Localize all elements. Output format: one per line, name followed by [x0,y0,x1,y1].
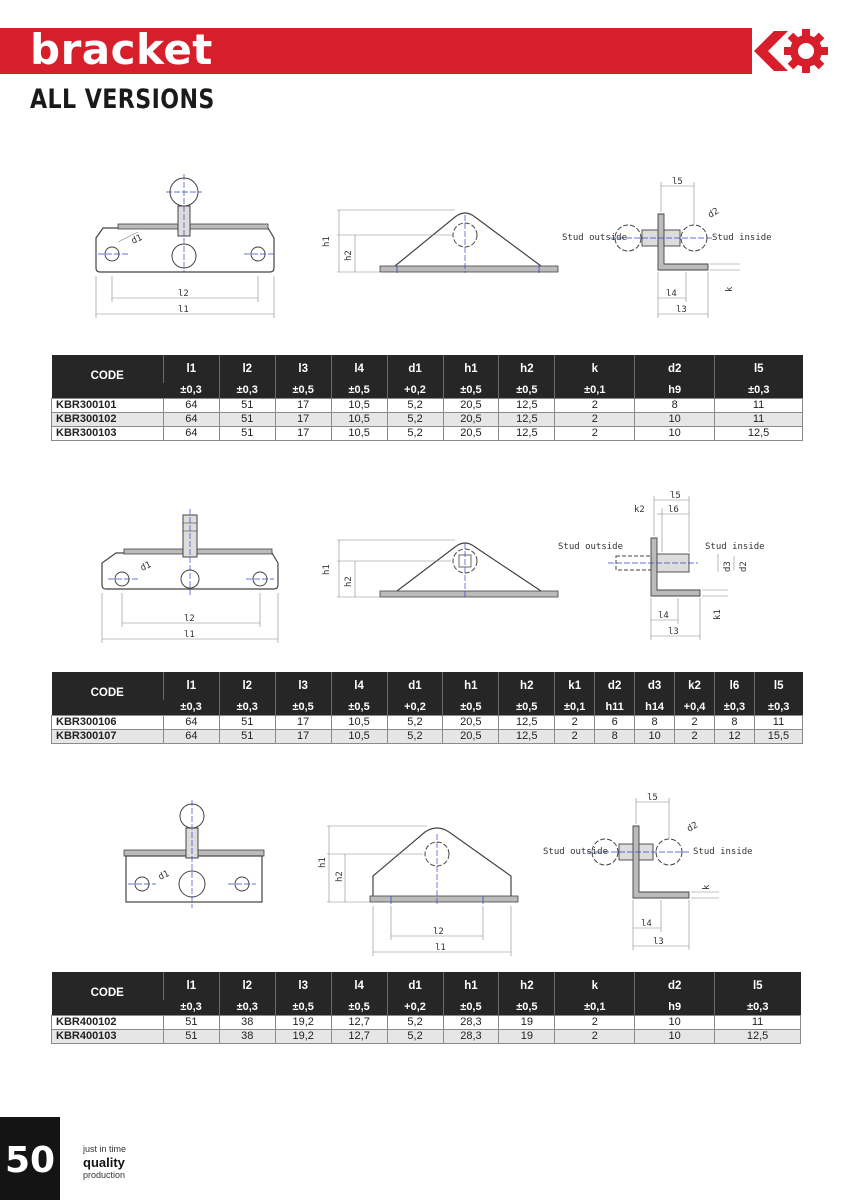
table-cell: 2 [555,1030,635,1044]
table-cell: 28,3 [443,1016,499,1030]
table-cell: 2 [675,716,715,730]
table-row [52,413,803,427]
label-k: k [702,884,712,890]
table-cell: 5,2 [387,716,443,730]
label-l5: l5 [672,177,683,187]
table-cell: 11 [754,716,802,730]
label-h1: h1 [322,236,332,247]
table-cell: 64 [163,716,219,730]
table-cell: 19,2 [275,1016,331,1030]
column-header: k [555,355,635,383]
column-header: l5 [754,672,802,700]
column-header: k2 [675,672,715,700]
table-cell: 5,2 [387,427,443,441]
label-l4: l4 [641,919,652,929]
table-cell: 10,5 [331,413,387,427]
tolerance-header: ±0,5 [443,383,499,399]
tolerance-header: ±0,5 [331,700,387,716]
table-cell: 38 [219,1016,275,1030]
table-cell: 2 [555,730,595,744]
product-code: KBR400102 [52,1016,164,1030]
table-row [52,399,803,413]
table-cell: 51 [163,1030,219,1044]
tolerance-header: ±0,5 [499,383,555,399]
column-header: l1 [163,355,219,383]
table-cell: 6 [595,716,635,730]
column-header: h2 [499,672,555,700]
table-cell: 20,5 [443,716,499,730]
tolerance-header: +0,2 [387,1000,443,1016]
table-cell: 10,5 [331,399,387,413]
tolerance-header: ±0,3 [163,1000,219,1016]
front-view-drawing-3 [120,800,270,910]
label-h2: h2 [344,250,354,261]
tolerance-header: ±0,1 [555,383,635,399]
label-l2: l2 [178,289,189,299]
table-cell: 64 [163,399,219,413]
product-code: KBR300106 [52,716,164,730]
tolerance-header: ±0,3 [219,1000,275,1016]
label-k2: k2 [634,505,645,515]
label-l1: l1 [178,305,189,315]
side-view-drawing-3 [315,820,525,960]
table-cell: 10 [635,427,715,441]
tolerance-header: h9 [635,1000,715,1016]
page-title: bracket [30,25,213,74]
table-cell: 51 [219,427,275,441]
label-stud-inside: Stud inside [693,847,753,857]
label-l2: l2 [184,614,195,624]
column-header: l4 [331,355,387,383]
table-cell: 5,2 [387,399,443,413]
table-cell: 2 [555,1016,635,1030]
tolerance-header: ±0,5 [443,700,499,716]
table-cell: 17 [275,730,331,744]
label-l4: l4 [666,289,677,299]
label-l5: l5 [670,491,681,501]
label-stud-outside: Stud outside [543,847,609,857]
tolerance-header: ±0,3 [163,700,219,716]
column-header: l1 [163,672,219,700]
spec-table-3 [51,972,801,1044]
table-cell: 64 [163,413,219,427]
table-cell: 8 [595,730,635,744]
tolerance-header: ±0,3 [219,700,275,716]
spec-table-2 [51,672,803,744]
table-cell: 2 [555,716,595,730]
table-cell: 38 [219,1030,275,1044]
product-code: KBR400103 [52,1030,164,1044]
table-cell: 51 [219,716,275,730]
column-header-code: CODE [52,972,164,1016]
label-d2: d2 [739,561,749,572]
tolerance-header: h14 [635,700,675,716]
label-l3: l3 [676,305,687,315]
table-row [52,1016,801,1030]
front-view-drawing-2 [98,505,288,645]
column-header: l3 [275,355,331,383]
table-cell: 10 [635,1030,715,1044]
column-header: l3 [275,672,331,700]
column-header: d2 [635,972,715,1000]
table-cell: 51 [219,399,275,413]
label-l3: l3 [653,937,664,947]
table-cell: 17 [275,716,331,730]
table-row [52,716,803,730]
column-header: h1 [443,355,499,383]
tolerance-header: ±0,3 [163,383,219,399]
column-header: h2 [499,972,555,1000]
label-k: k [725,286,735,292]
column-header-code: CODE [52,672,164,716]
tolerance-header: ±0,3 [715,383,803,399]
page-subtitle: ALL VERSIONS [30,84,215,115]
column-header: l1 [163,972,219,1000]
stud-view-drawing-1 [560,172,780,322]
column-header: d1 [387,972,443,1000]
label-l4: l4 [658,611,669,621]
table-cell: 10 [635,1016,715,1030]
table-cell: 2 [675,730,715,744]
table-cell: 20,5 [443,399,499,413]
table-cell: 20,5 [443,427,499,441]
page-number: 50 [4,1140,56,1181]
tagline-line-3: production [83,1170,126,1180]
product-code: KBR300103 [52,427,164,441]
table-cell: 2 [555,399,635,413]
tagline-line-1: just in time [83,1144,127,1154]
column-header: k1 [555,672,595,700]
table-cell: 11 [715,1016,801,1030]
table-cell: 8 [635,399,715,413]
label-d2: d2 [685,820,700,835]
tolerance-header: ±0,3 [219,383,275,399]
table-cell: 19 [499,1016,555,1030]
column-header: d1 [387,672,443,700]
table-cell: 2 [555,413,635,427]
column-header: l4 [331,972,387,1000]
tolerance-header: ±0,1 [555,700,595,716]
column-header: l3 [275,972,331,1000]
tolerance-header: ±0,5 [331,383,387,399]
column-header: l4 [331,672,387,700]
column-header: l6 [715,672,755,700]
table-cell: 12,5 [499,716,555,730]
table-cell: 51 [219,413,275,427]
table-cell: 15,5 [754,730,802,744]
table-cell: 17 [275,427,331,441]
table-cell: 5,2 [387,730,443,744]
tolerance-header: ±0,5 [499,1000,555,1016]
stud-view-drawing-3 [543,792,773,957]
table-cell: 19 [499,1030,555,1044]
column-header-code: CODE [52,355,164,399]
table-cell: 19,2 [275,1030,331,1044]
table-cell: 11 [715,413,803,427]
column-header: l5 [715,972,801,1000]
tolerance-header: ±0,5 [443,1000,499,1016]
label-l6: l6 [668,505,679,515]
label-k1: k1 [713,609,723,620]
table-cell: 8 [715,716,755,730]
table-cell: 20,5 [443,413,499,427]
tolerance-header: h9 [635,383,715,399]
label-l2: l2 [433,927,444,937]
label-stud-outside: Stud outside [562,233,628,243]
tolerance-header: ±0,3 [715,1000,801,1016]
table-cell: 5,2 [387,1016,443,1030]
table-cell: 17 [275,399,331,413]
column-header: h2 [499,355,555,383]
table-cell: 10 [635,413,715,427]
table-cell: 51 [219,730,275,744]
table-cell: 10,5 [331,427,387,441]
table-cell: 10 [635,730,675,744]
tolerance-header: ±0,5 [499,700,555,716]
table-cell: 64 [163,730,219,744]
label-h2: h2 [344,576,354,587]
table-cell: 11 [715,399,803,413]
label-d3: d3 [723,561,733,572]
tolerance-header: ±0,3 [754,700,802,716]
column-header: d1 [387,355,443,383]
label-d1: d1 [157,869,172,883]
table-cell: 12,5 [499,413,555,427]
column-header: l2 [219,355,275,383]
column-header: d3 [635,672,675,700]
product-code: KBR300101 [52,399,164,413]
column-header: d2 [595,672,635,700]
table-cell: 28,3 [443,1030,499,1044]
column-header: d2 [635,355,715,383]
table-cell: 12,5 [499,427,555,441]
label-stud-outside: Stud outside [558,542,624,552]
side-view-drawing-2 [315,535,565,605]
table-cell: 12,5 [715,427,803,441]
table-cell: 2 [555,427,635,441]
tolerance-header: h11 [595,700,635,716]
column-header: l2 [219,972,275,1000]
label-l3: l3 [668,627,679,637]
label-l1: l1 [184,630,195,640]
tolerance-header: +0,4 [675,700,715,716]
tolerance-header: ±0,3 [715,700,755,716]
table-cell: 51 [163,1016,219,1030]
table-row [52,1030,801,1044]
column-header: h1 [443,672,499,700]
tolerance-header: ±0,5 [331,1000,387,1016]
column-header: h1 [443,972,499,1000]
table-cell: 12,5 [499,730,555,744]
tolerance-header: +0,2 [387,700,443,716]
column-header: k [555,972,635,1000]
table-cell: 12,5 [499,399,555,413]
table-cell: 12,7 [331,1030,387,1044]
label-l1: l1 [435,943,446,953]
tolerance-header: ±0,5 [275,383,331,399]
table-cell: 5,2 [387,1030,443,1044]
table-cell: 20,5 [443,730,499,744]
product-code: KBR300107 [52,730,164,744]
front-view-drawing-1 [88,172,288,322]
table-cell: 10,5 [331,730,387,744]
label-h2: h2 [335,871,345,882]
tolerance-header: +0,2 [387,383,443,399]
label-d1: d1 [130,233,145,247]
side-view-drawing-1 [315,205,565,285]
stud-view-drawing-2 [558,488,778,643]
gear-arrow-logo-icon [752,24,832,78]
table-cell: 64 [163,427,219,441]
label-h1: h1 [318,857,328,868]
column-header: l5 [715,355,803,383]
label-l5: l5 [647,793,658,803]
table-row [52,427,803,441]
table-cell: 5,2 [387,413,443,427]
table-cell: 17 [275,413,331,427]
label-d1: d1 [139,560,154,574]
table-cell: 8 [635,716,675,730]
column-header: l2 [219,672,275,700]
label-stud-inside: Stud inside [712,233,772,243]
table-cell: 12,5 [715,1030,801,1044]
table-cell: 12,7 [331,1016,387,1030]
label-d2: d2 [706,206,721,221]
tolerance-header: ±0,5 [275,700,331,716]
tagline-line-2: quality [83,1155,125,1170]
table-cell: 12 [715,730,755,744]
table-cell: 10,5 [331,716,387,730]
tolerance-header: ±0,1 [555,1000,635,1016]
table-row [52,730,803,744]
spec-table-1 [51,355,803,441]
label-stud-inside: Stud inside [705,542,765,552]
tolerance-header: ±0,5 [275,1000,331,1016]
label-h1: h1 [322,564,332,575]
product-code: KBR300102 [52,413,164,427]
